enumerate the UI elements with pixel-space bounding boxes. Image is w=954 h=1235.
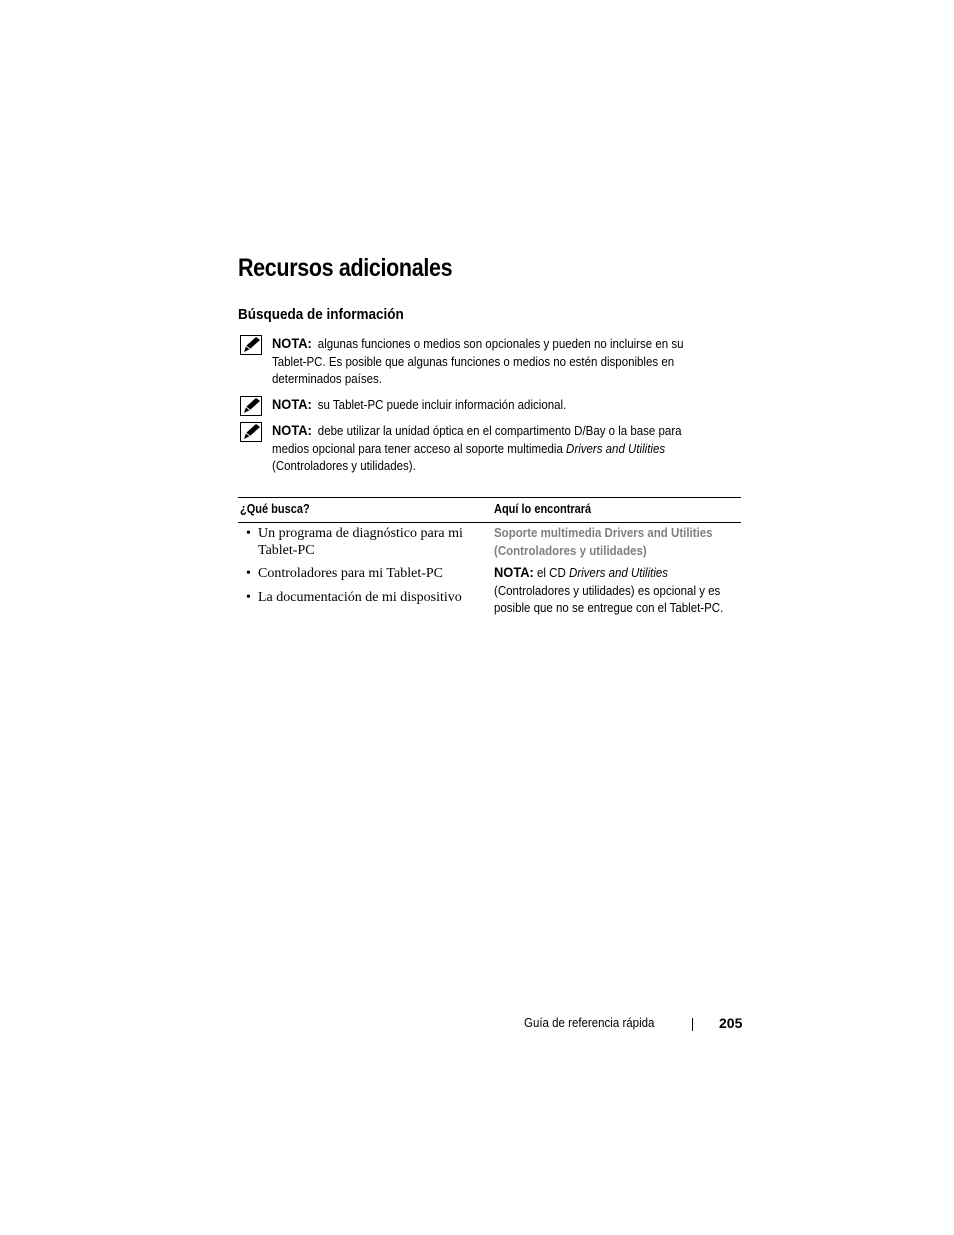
table-header-rule: [238, 522, 741, 523]
list-item-text: Un programa de diagnóstico para mi Tablet-PC: [258, 526, 463, 558]
pencil-note-icon: [240, 335, 262, 355]
note-body: algunas funciones o medios son opcionales y pueden no incluirse en su Tablet-PC. Es posible que algunas funciones o medios no estén disponibles en determinados países.: [272, 337, 684, 386]
table-header-right: Aquí lo encontrará: [494, 502, 592, 516]
list-item-text: La documentación de mi dispositivo: [258, 590, 462, 605]
pencil-note-icon: [240, 422, 262, 442]
note-body-end: (Controladores y utilidades).: [272, 459, 416, 473]
note-text: [272, 396, 695, 415]
resource-note: [494, 564, 724, 618]
pencil-note-icon: [240, 396, 262, 416]
resource-note-italic: Drivers and Utilities: [568, 566, 669, 580]
note-text: [272, 422, 695, 476]
resource-note-label: NOTA:: [494, 564, 534, 580]
resource-note-body: el CD: [537, 566, 569, 580]
resource-heading: [494, 525, 724, 560]
note-body: su Tablet-PC puede incluir información adicional.: [317, 398, 567, 412]
note-label: NOTA:: [272, 422, 312, 438]
page-title: Recursos adicionales: [238, 254, 453, 282]
resource-heading-line1: Soporte multimedia Drivers and Utilities: [494, 526, 713, 540]
resource-note-end: (Controladores y utilidades) es opcional y es posible que no se entregue con el Tablet-PC.: [494, 583, 724, 615]
list-item-text: Controladores para mi Tablet-PC: [258, 566, 444, 581]
footer-guide-title: Guía de referencia rápida: [524, 1016, 655, 1030]
note-italic: Drivers and Utilities: [566, 441, 666, 456]
footer-separator: [692, 1018, 693, 1031]
resource-heading-line2: (Controladores y utilidades): [494, 543, 647, 558]
table-top-rule: [238, 497, 741, 498]
note-body: debe utilizar la unidad óptica en el compartimento D/Bay o la base para medios opcional para tener acceso al soporte multimedia: [272, 424, 682, 456]
section-title: Búsqueda de información: [238, 306, 404, 323]
note-label: NOTA:: [272, 396, 312, 412]
table-header-left: ¿Qué busca?: [240, 502, 310, 516]
page-number: 205: [719, 1015, 743, 1031]
note-text: [272, 335, 695, 389]
note-label: NOTA:: [272, 335, 312, 351]
